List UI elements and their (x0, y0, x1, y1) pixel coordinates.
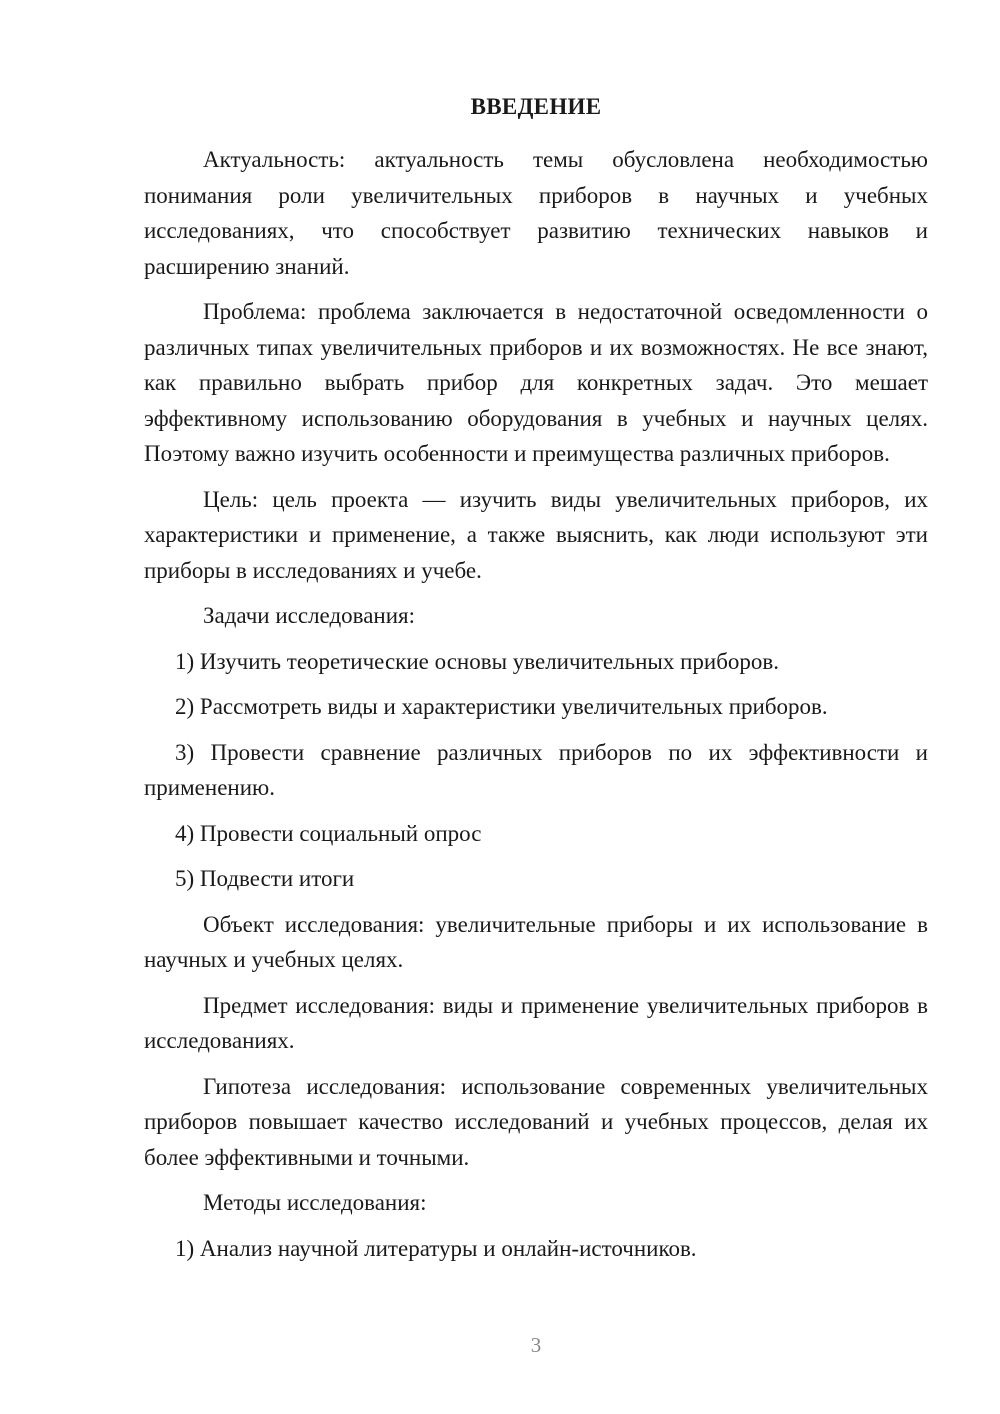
paragraph-subject: Предмет исследования: виды и применение увеличительных приборов в исследованиях. (144, 992, 928, 1053)
method-item-1: 1) Анализ научной литературы и онлайн-источников. (175, 1235, 697, 1261)
paragraph-object: Объект исследования: увеличительные приборы и их использование в научных и учебных целях. (144, 911, 928, 972)
paragraph-methods-heading: Методы исследования: (203, 1190, 427, 1215)
paragraph-problem: Проблема: проблема заключается в недостаточной осведомленности о различных типах увеличительных приборов и их возможностях. Не все знают, как правильно выбрать прибор для конкретных задач. Это мешает эффективному использованию оборудования в учебных и научных целях. Поэтому важно изучить особенности и преимущества различных приборов. (144, 299, 928, 466)
task-item-5: 5) Подвести итоги (175, 866, 355, 891)
task-item-2: 2) Рассмотреть виды и характеристики увеличительных приборов. (175, 694, 828, 719)
paragraph-goal: Цель: цель проекта — изучить виды увеличительных приборов, их характеристики и применение, а также выяснить, как люди используют эти приборы в исследованиях и учебе. (144, 486, 928, 583)
task-item-3: 3) Провести сравнение различных приборов по их эффективности и применению. (144, 739, 928, 800)
section-heading: ВВЕДЕНИЕ (470, 94, 602, 119)
task-item-4: 4) Провести социальный опрос (175, 820, 482, 846)
page-number: 3 (530, 1333, 542, 1357)
paragraph-tasks-heading: Задачи исследования: (203, 603, 416, 628)
paragraph-hypothesis: Гипотеза исследования: использование современных увеличительных приборов повышает качество исследований и учебных процессов, делая их более эффективными и точными. (144, 1073, 928, 1170)
document-body (144, 142, 928, 1276)
paragraph-relevance: Актуальность: актуальность темы обусловлена необходимостью понимания роли увеличительных приборов в научных и учебных исследованиях, что способствует развитию технических навыков и расширению знаний. (144, 147, 928, 279)
task-item-1: 1) Изучить теоретические основы увеличительных приборов. (175, 648, 780, 674)
